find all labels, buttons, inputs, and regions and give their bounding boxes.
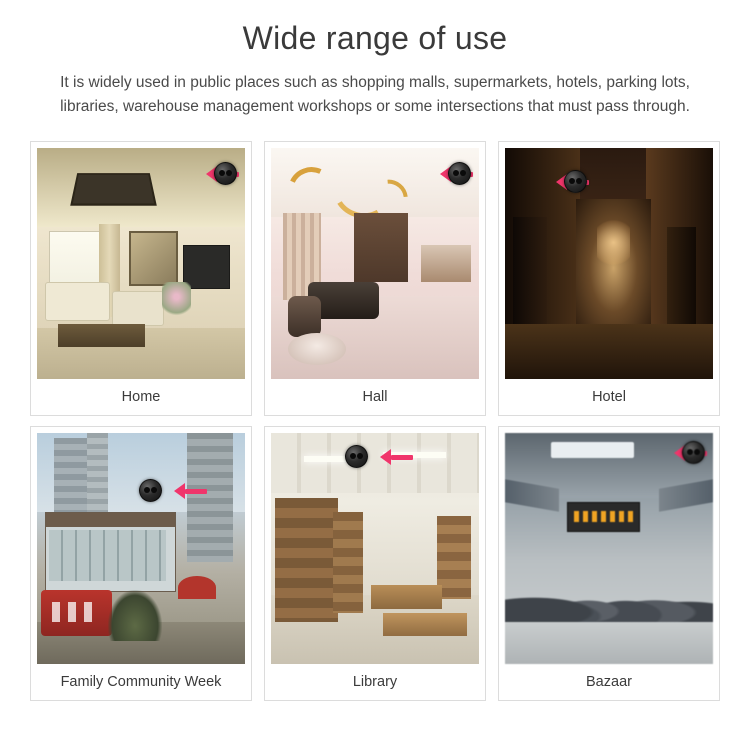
sensor-marker <box>345 445 385 468</box>
gallery-card <box>498 426 720 701</box>
scene-photo-family-community <box>37 433 245 664</box>
scene-gallery <box>30 141 720 701</box>
scene-photo-library <box>271 433 479 664</box>
gallery-card <box>30 426 252 701</box>
scene-photo-home <box>37 148 245 379</box>
card-caption: Hall <box>362 389 388 406</box>
scene-photo-bazaar <box>505 433 713 664</box>
sensor-marker <box>561 170 587 193</box>
gallery-card <box>264 141 486 416</box>
sensor-device-icon <box>345 445 368 468</box>
scene-photo-hotel <box>505 148 713 379</box>
sensor-device-icon <box>139 479 162 502</box>
card-caption: Library <box>352 674 398 691</box>
sensor-marker <box>679 441 705 464</box>
page-description: It is widely used in public places such as shopping malls, supermarkets, hotels, parking lots, libraries, warehouse management workshops or some intersections that must pass through. <box>60 74 690 116</box>
card-caption: Home <box>121 389 161 406</box>
sensor-marker <box>139 479 179 502</box>
sensor-marker <box>211 162 237 185</box>
sensor-device-icon <box>682 441 705 464</box>
gallery-card <box>264 426 486 701</box>
sensor-marker <box>445 162 471 185</box>
sensor-device-icon <box>214 162 237 185</box>
card-caption: Family Community Week <box>60 674 222 691</box>
scene-photo-hall <box>271 148 479 379</box>
card-caption: Bazaar <box>586 674 632 691</box>
page-title: Wide range of use <box>242 20 508 56</box>
gallery-card <box>30 141 252 416</box>
card-caption: Hotel <box>592 389 626 406</box>
sensor-device-icon <box>448 162 471 185</box>
sensor-device-icon <box>564 170 587 193</box>
gallery-card <box>498 141 720 416</box>
